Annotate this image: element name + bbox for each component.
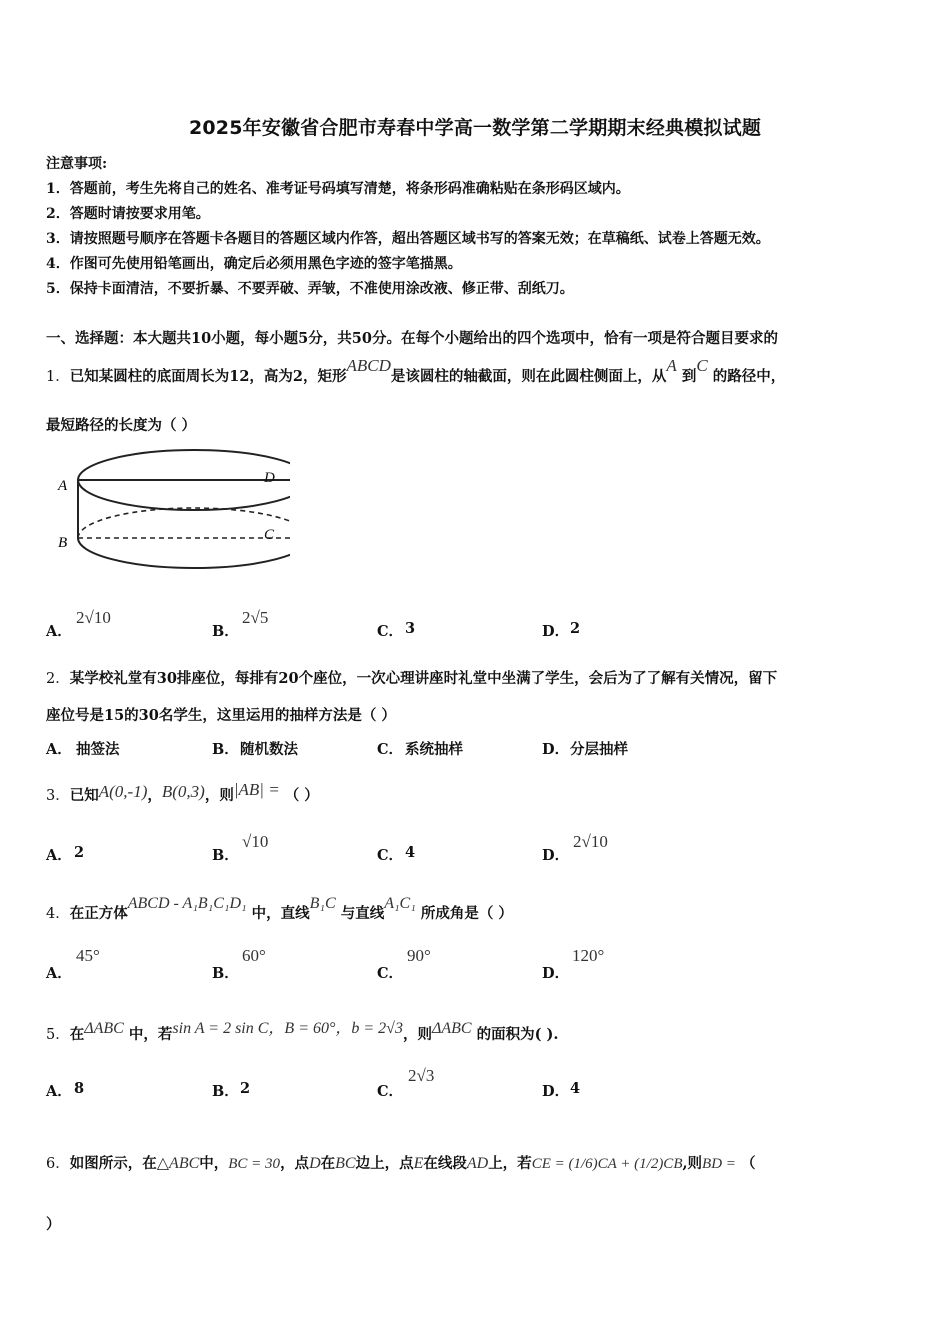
figure-label-a: A [58,478,68,494]
question-text: ，点 [280,1155,310,1172]
figure-label-b: B [58,535,68,551]
math-expression: ABCD [346,356,391,375]
option-label: A． [46,1083,72,1100]
question-text: （ ） [284,787,319,804]
math-expression: ΔABC [84,1020,124,1037]
option-value: √10 [242,832,269,851]
question-text: 中，直线 [251,905,310,922]
question-3-stem [46,780,319,805]
option-label: B． [212,1083,239,1100]
option-label: A． [46,741,72,758]
option-label: C． [377,965,404,982]
question-text: 中， [199,1155,229,1172]
question-text: 所成角是（ ） [420,905,513,922]
question-text: 在 [320,1155,336,1172]
notice-item-5: 5．保持卡面清洁，不要折暴、不要弄破、弄皱，不准使用涂改液、修正带、刮纸刀。 [46,281,574,297]
option-label: B． [212,623,239,640]
math-expression: AD [466,1155,489,1172]
notice-item-4: 4．作图可先使用铅笔画出，确定后必须用黑色字迹的签字笔描黑。 [46,256,462,272]
option-label: D． [542,847,570,864]
question-text: 是该圆柱的轴截面，则在此圆柱侧面上，从 [390,368,667,385]
question-text: ,则 [682,1155,703,1172]
question-6-stem [46,1152,755,1173]
option-value: 2√10 [76,608,111,627]
figure-label-c: C [264,527,275,543]
option-label: A． [46,847,72,864]
section-heading: 一、选择题：本大题共10小题，每小题5分，共50分。在每个小题给出的四个选项中，恰有一项是符合题目要求的 [46,330,778,347]
question-text: 某学校礼堂有30排座位，每排有20个座位，一次心理讲座时礼堂中坐满了学生，会后为了了解有关情况，留下 [69,670,778,687]
math-expression: E [413,1155,424,1172]
option-label: D． [542,1083,570,1100]
math-expression: sin A = 2 sin C，B = 60°，b = 2√3 [172,1020,403,1037]
math-expression: C [696,356,708,375]
math-expression: D [309,1155,321,1172]
option-value: 2√5 [242,608,269,627]
option-value: 随机数法 [240,741,298,758]
question-text: 到 [681,368,697,385]
option-label: D． [542,623,570,640]
question-text: 的面积为( ). [476,1026,559,1043]
question-2-stem [46,667,777,688]
question-text: 已知 [69,787,99,804]
option-value: 2√10 [573,832,608,851]
notice-item-2: 2．答题时请按要求用笔。 [46,206,210,222]
math-expression: ΔABC [431,1020,472,1037]
question-text: 在正方体 [69,905,128,922]
math-expression: |AB| = [233,780,280,799]
option-value: 45° [76,946,100,965]
math-expression: A(0,‑1) [98,782,148,801]
question-text: 的路径中， [712,368,786,385]
option-value: 2 [240,1080,251,1097]
math-expression: B(0,3) [161,782,205,801]
notice-item-3: 3．请按照题号顺序在答题卡各题目的答题区域内作答，超出答题区域书写的答案无效；在草稿纸、试卷上答题无效。 [46,231,770,247]
math-expression: A₁C₁ [384,895,416,912]
question-text: 中，若 [128,1026,173,1043]
math-expression: BC = 30 [228,1156,281,1172]
option-label: C． [377,1083,404,1100]
question-number: 6． [46,1156,70,1172]
question-text: 如图所示，在 [69,1155,157,1172]
question-2-stem-line2: 座位号是15的30名学生，这里运用的抽样方法是（ ） [46,707,396,724]
question-text: ， [147,787,162,804]
question-text: 上，若 [488,1155,532,1172]
question-text: 已知某圆柱的底面周长为12，高为2，矩形 [69,368,347,385]
question-5-stem [46,1021,558,1044]
option-value: 系统抽样 [405,741,463,758]
option-label: D． [542,741,570,758]
question-text: 边上，点 [355,1155,414,1172]
option-label: D． [542,965,570,982]
question-number: 5． [46,1027,70,1043]
option-value: 4 [570,1080,581,1097]
page-title: 2025年安徽省合肥市寿春中学高一数学第二学期期末经典模拟试题 [188,117,762,139]
question-text: 在 [69,1026,85,1043]
option-label: B． [212,847,239,864]
option-value: 60° [242,946,266,965]
option-value: 2 [570,620,581,637]
notice-item-1: 1．答题前，考生先将自己的姓名、准考证号码填写清楚，将条形码准确粘贴在条形码区域内。 [46,181,630,197]
math-expression: BD = [702,1156,736,1172]
question-1-stem-line2: 最短路径的长度为（ ） [46,417,197,434]
option-label: A． [46,623,72,640]
math-expression: △ABC [156,1155,200,1172]
figure-label-d: D [264,470,275,486]
math-expression: ABCD - A₁B₁C₁D₁ [127,895,247,912]
option-value: 分层抽样 [570,741,628,758]
option-value: 120° [572,946,605,965]
option-label: B． [212,965,239,982]
option-label: C． [377,623,404,640]
math-expression: B₁C [309,895,336,912]
question-text: ，则 [204,787,234,804]
question-number: 1． [46,369,70,385]
option-value: 2√3 [408,1066,435,1085]
math-expression: BC [335,1155,356,1172]
math-expression: CE = (1/6)CA + (1/2)CB [531,1156,683,1172]
option-value: 4 [405,844,416,861]
question-text: 在线段 [423,1155,467,1172]
option-label: C． [377,741,404,758]
option-value: 抽签法 [76,741,120,758]
option-label: B． [212,741,239,758]
question-1-stem [46,356,786,386]
question-number: 4． [46,906,70,922]
cylinder-figure [50,442,290,602]
question-text: ，则 [402,1026,432,1043]
option-value: 8 [74,1080,85,1097]
option-label: A． [46,965,72,982]
question-6-stem-line2: ） [46,1216,61,1233]
option-label: C． [377,847,404,864]
option-value: 2 [74,844,85,861]
question-number: 2． [46,671,70,687]
question-text: 与直线 [340,905,385,922]
option-value: 90° [407,946,431,965]
math-expression: A [666,356,677,375]
option-value: 3 [405,620,416,637]
question-number: 3． [46,788,70,804]
question-text: （ [740,1155,756,1172]
question-4-stem [46,895,513,923]
notice-heading: 注意事项: [46,156,108,172]
